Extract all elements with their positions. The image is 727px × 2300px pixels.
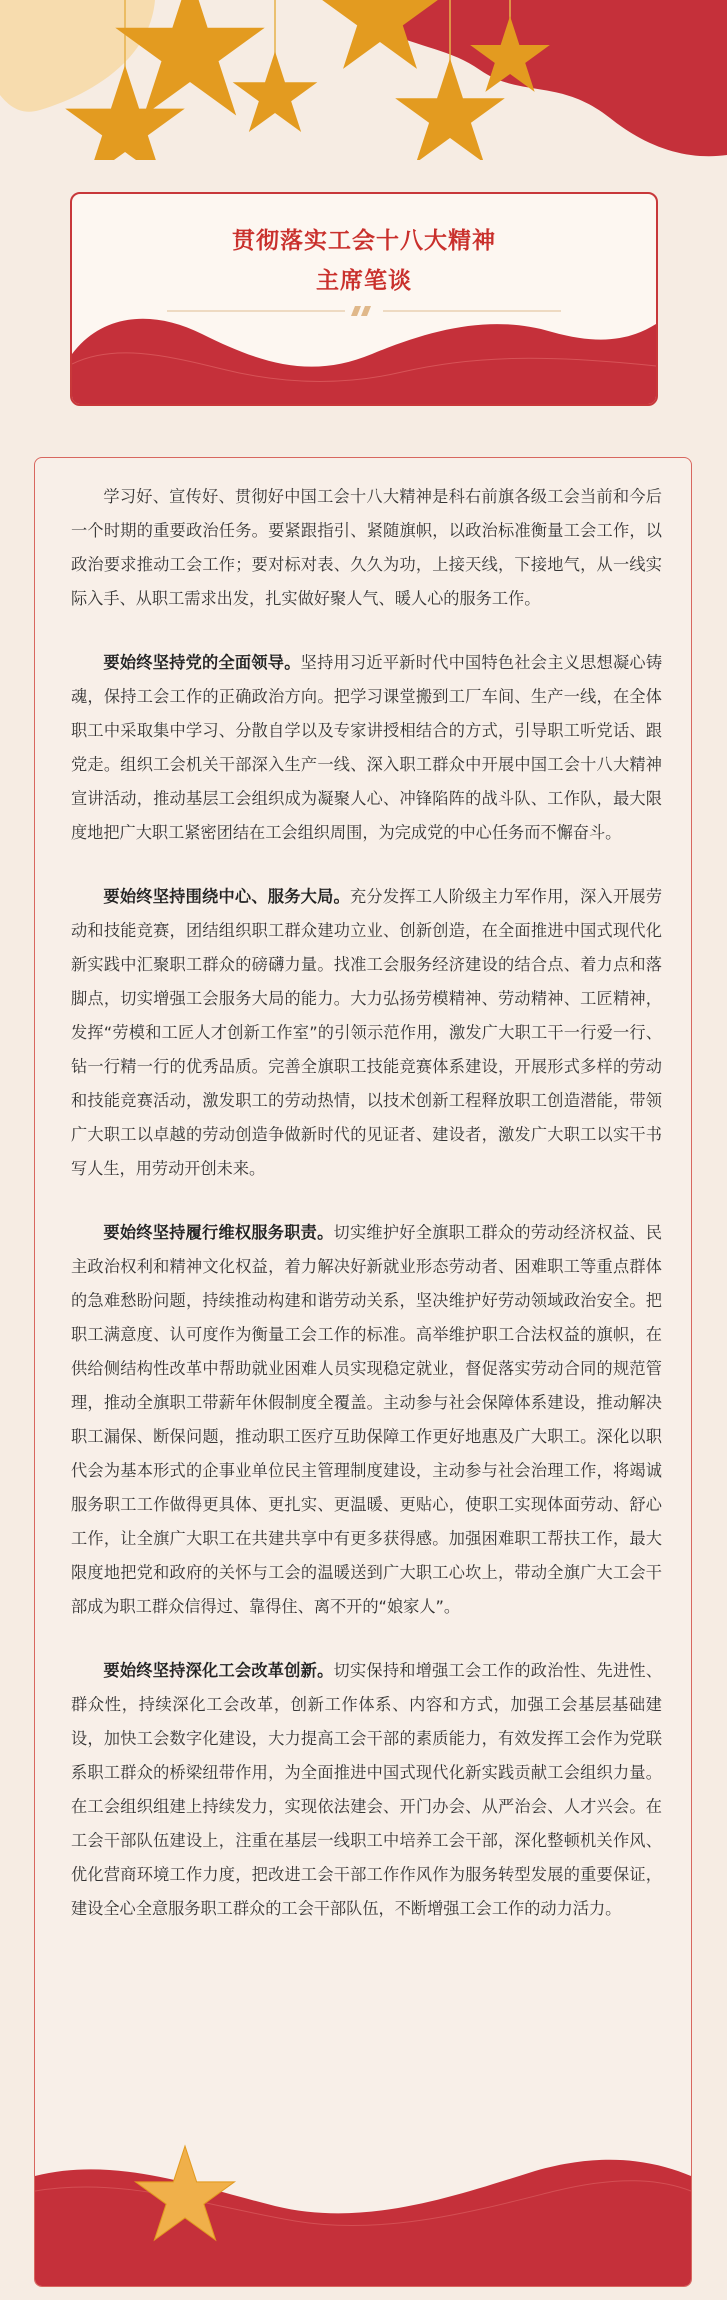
footer-decoration	[35, 2136, 691, 2286]
section-heading: 要始终坚持履行维权服务职责。	[103, 1223, 334, 1242]
section-heading: 要始终坚持围绕中心、服务大局。	[103, 887, 350, 906]
star-icon	[429, 94, 471, 134]
article-content	[71, 480, 662, 1956]
title-card	[70, 192, 658, 406]
top-banner	[0, 0, 727, 160]
section-body: 切实保持和增强工会工作的政治性、先进性、群众性，持续深化工会改革，创新工作体系、内容和方式，加强工会基层基础建设，加快工会数字化建设，大力提高工会干部的素质能力，有效发挥工会作为党联系职工群众的桥梁纽带作用，为全面推进中国式现代化新实践贡献工会组织力量。在工会组织组建上持续发力，实现依法建会、开门办会、从严治会、人才兴会。在工会干部队伍建设上，注重在基层一线职工中培养工会干部，深化整顿机关作风、优化营商环境工作力度，把改进工会干部工作作风作为服务转型发展的重要保证，建设全心全意服务职工群众的工会干部队伍，不断增强工会工作的动力活力。	[71, 1661, 663, 1918]
star-icon	[102, 104, 148, 147]
page-title: 贯彻落实工会十八大精神	[232, 228, 496, 254]
section-paragraph	[71, 646, 662, 850]
section-body: 坚持用习近平新时代中国特色社会主义思想凝心铸魂，保持工会工作的正确政治方向。把学习课堂搬到工厂车间、生产一线，在全体职工中采取集中学习、分散自学以及专家讲授相结合的方式，引导职工听党话、跟党走。组织工会机关干部深入生产一线、深入职工群众中开展中国工会十八大精神宣讲活动，推动基层工会组织成为凝聚人心、冲锋陷阵的战斗队、工作队，最大限度地把广大职工紧密团结在工会组织周围，为完成党的中心任务而不懈奋斗。	[71, 653, 663, 842]
star-icon	[161, 22, 218, 76]
star-icon	[357, 0, 403, 37]
section-paragraph	[71, 880, 662, 1186]
star-icon	[259, 79, 291, 110]
section-body: 充分发挥工人阶级主力军作用，深入开展劳动和技能竞赛，团结组织职工群众建功立业、创新创造，在全面推进中国式现代化新实践中汇聚职工群众的磅礴力量。找准工会服务经济建设的结合点、着力点和落脚点，切实增强工会服务大局的能力。大力弘扬劳模精神、劳动精神、工匠精神，发挥“劳模和工匠人才创新工作室”的引领示范作用，激发广大职工干一行爱一行、钻一行精一行的优秀品质。完善全旗职工技能竞赛体系建设，开展形式多样的劳动和技能竞赛活动，激发职工的劳动热情，以技术创新工程释放职工创造潜能，带领广大职工以卓越的劳动创造争做新时代的见证者、建设者，激发广大职工以实干书写人生，用劳动开创未来。	[71, 887, 663, 1178]
title-wave	[72, 294, 656, 404]
section-paragraph	[71, 1654, 662, 1926]
section-heading: 要始终坚持党的全面领导。	[103, 653, 301, 672]
section-paragraph	[71, 1216, 662, 1624]
star-icon	[495, 42, 525, 71]
intro-paragraph: 学习好、宣传好、贯彻好中国工会十八大精神是科右前旗各级工会当前和今后一个时期的重要政治任务。要紧跟指引、紧随旗帜，以政治标准衡量工会工作，以政治要求推动工会工作；要对标对表、久久为功，上接天线，下接地气，从一线实际入手、从职工需求出发，扎实做好聚人气、暖人心的服务工作。	[71, 487, 662, 608]
page-subtitle: 主席笔谈	[316, 268, 412, 294]
section-heading: 要始终坚持深化工会改革创新。	[103, 1661, 334, 1680]
article-card	[34, 457, 692, 2287]
section-body: 切实维护好全旗职工群众的劳动经济权益、民主政治权利和精神文化权益，着力解决好新就业形态劳动者、困难职工等重点群体的急难愁盼问题，持续推动构建和谐劳动关系，坚决维护好劳动领域政治安全。把职工满意度、认可度作为衡量工会工作的标准。高举维护职工合法权益的旗帜，在供给侧结构性改革中帮助就业困难人员实现稳定就业，督促落实劳动合同的规范管理，推动全旗职工带薪年休假制度全覆盖。主动参与社会保障体系建设，推动解决职工漏保、断保问题，推动职工医疗互助保障工作更好地惠及广大职工。深化以职代会为基本形式的企事业单位民主管理制度建设，主动参与社会治理工作，将竭诚服务职工工作做得更具体、更扎实、更温暖、更贴心，使职工实现体面劳动、舒心工作，让全旗广大职工在共建共享中有更多获得感。加强困难职工帮扶工作，最大限度地把党和政府的关怀与工会的温暖送到广大职工心坎上，带动全旗广大工会干部成为职工群众信得过、靠得住、离不开的“娘家人”。	[71, 1223, 663, 1616]
